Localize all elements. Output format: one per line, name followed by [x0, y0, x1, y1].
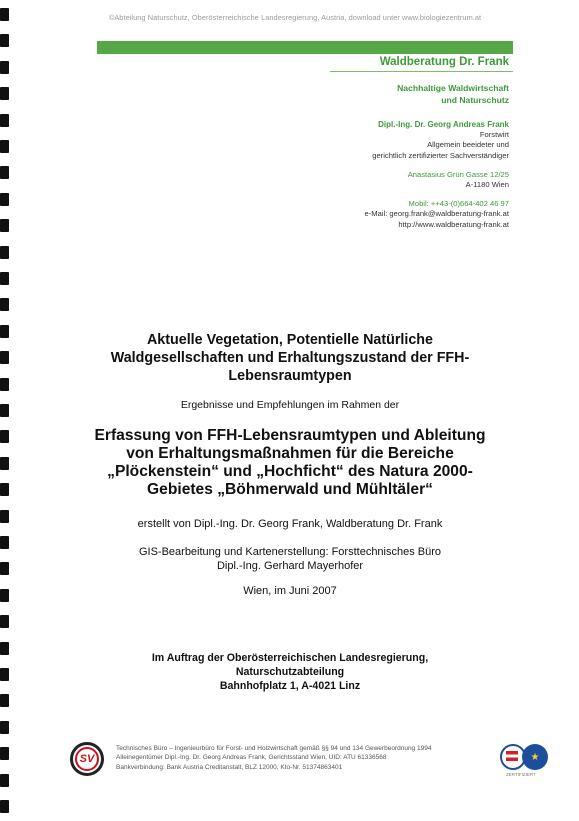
author-line: erstellt von Dipl.-Ing. Dr. Georg Frank, Waldberatung Dr. Frank — [137, 518, 443, 530]
austria-flag-icon — [506, 751, 518, 761]
document-date: Wien, im Juni 2007 — [243, 585, 337, 597]
client-line-3: Bahnhofplatz 1, A-4021 Linz — [219, 680, 361, 692]
contact-email: e-Mail: georg.frank@waldberatung-frank.at — [364, 209, 509, 219]
binder-hole — [0, 615, 9, 628]
copyright-watermark: ©Abteilung Naturschutz, Oberösterreichische Landesregierung, Austria, download unter www.biologiezentrum.at — [108, 13, 482, 22]
subtitle-line-2: von Erhaltungsmaßnahmen für die Bereiche — [126, 445, 454, 462]
binder-hole — [0, 8, 9, 21]
eu-stars-icon: ★ — [522, 744, 548, 770]
gis-line-2: Dipl.-Ing. Gerhard Mayerhofer — [216, 560, 364, 572]
subtitle-line-3: „Plöckenstein“ und „Hochficht“ des Natura 2000- — [107, 463, 473, 480]
letterhead-green-bar — [97, 41, 513, 54]
company-tagline — [380, 82, 509, 106]
footer-line-3: Bankverbindung: Bank Austria Creditanstalt, BLZ 12000, Kto-Nr. 51374863401 — [116, 763, 343, 771]
binder-hole — [0, 298, 9, 311]
gis-credit — [70, 545, 510, 573]
contact-role-2: Allgemein beeideter und — [427, 140, 509, 150]
contact-web: http://www.waldberatung-frank.at — [398, 219, 509, 229]
company-name: Waldberatung Dr. Frank — [379, 56, 509, 68]
binder-hole — [0, 430, 9, 443]
document-subtitle — [70, 427, 510, 499]
binder-hole — [0, 351, 9, 364]
contact-street: Anastasius Grün Gasse 12/25 — [407, 169, 509, 179]
letterhead-brand — [380, 56, 509, 106]
binder-hole — [0, 642, 9, 655]
tagline-line-1: Nachhaltige Waldwirtschaft — [397, 83, 509, 93]
subtitle-line-1: Erfassung von FFH-Lebensraumtypen und Ableitung — [94, 427, 486, 444]
binder-hole — [0, 219, 9, 232]
footer — [58, 742, 540, 792]
binder-hole — [0, 140, 9, 153]
binder-hole — [0, 272, 9, 285]
binder-hole — [0, 562, 9, 575]
binder-hole — [0, 61, 9, 74]
binder-hole — [0, 536, 9, 549]
footer-line-1: Technisches Büro – Ingenieurbüro für Forst- und Holzwirtschaft gemäß §§ 94 und 134 Gewerbeordnung 1994 — [116, 745, 432, 752]
title-line-1: Aktuelle Vegetation, Potentielle Natürliche — [146, 332, 433, 348]
contact-role-1: Forstwirt — [479, 130, 509, 140]
binder-hole — [0, 694, 9, 707]
tagline-line-2: und Naturschutz — [441, 95, 509, 105]
binder-hole — [0, 483, 9, 496]
binder-hole — [0, 87, 9, 100]
contact-mobile: Mobil: ++43-(0)664-402 46 97 — [408, 199, 509, 209]
binder-hole — [0, 378, 9, 391]
sv-logo — [70, 742, 104, 776]
contact-city: A-1180 Wien — [465, 180, 509, 190]
binder-hole — [0, 800, 9, 813]
binder-hole — [0, 774, 9, 787]
title-line-2: Waldgesellschaften und Erhaltungszustand der FFH- — [110, 350, 470, 366]
binder-hole — [0, 193, 9, 206]
binder-holes — [0, 0, 12, 821]
gis-line-1: GIS-Bearbeitung und Kartenerstellung: Forsttechnisches Büro — [138, 546, 442, 558]
subtitle-line-4: Gebietes „Böhmerwald und Mühltäler“ — [147, 481, 433, 498]
client-line-2: Naturschutzabteilung — [235, 666, 345, 678]
contact-name: Dipl.-Ing. Dr. Georg Andreas Frank — [378, 120, 509, 129]
certification-logo — [500, 742, 550, 776]
binder-hole — [0, 114, 9, 127]
binder-hole — [0, 325, 9, 338]
client-block — [70, 651, 510, 693]
footer-line-2: Alleinegentümer Dipl.-Ing. Dr. Georg Andreas Frank, Gerichtsstand Wien, UID: ATU 61336568 — [116, 754, 387, 762]
footer-text — [116, 744, 446, 772]
binder-hole — [0, 668, 9, 681]
binder-hole — [0, 510, 9, 523]
title-line-3: Lebensraumtypen — [228, 368, 352, 384]
binder-hole — [0, 457, 9, 470]
binder-hole — [0, 166, 9, 179]
binder-hole — [0, 404, 9, 417]
binder-hole — [0, 747, 9, 760]
contact-block — [365, 120, 509, 230]
document-title — [70, 331, 510, 385]
binder-hole — [0, 721, 9, 734]
client-line-1: Im Auftrag der Oberösterreichischen Landesregierung, — [151, 652, 429, 664]
contact-role-3: gerichtlich zertifizierter Sachverständiger — [372, 150, 509, 160]
certification-caption: ZERTIFIZIERT — [506, 772, 536, 777]
intro-text: Ergebnisse und Empfehlungen im Rahmen der — [180, 399, 400, 411]
binder-hole — [0, 589, 9, 602]
sv-logo-text: SV — [79, 753, 95, 765]
binder-hole — [0, 246, 9, 259]
binder-hole — [0, 34, 9, 47]
